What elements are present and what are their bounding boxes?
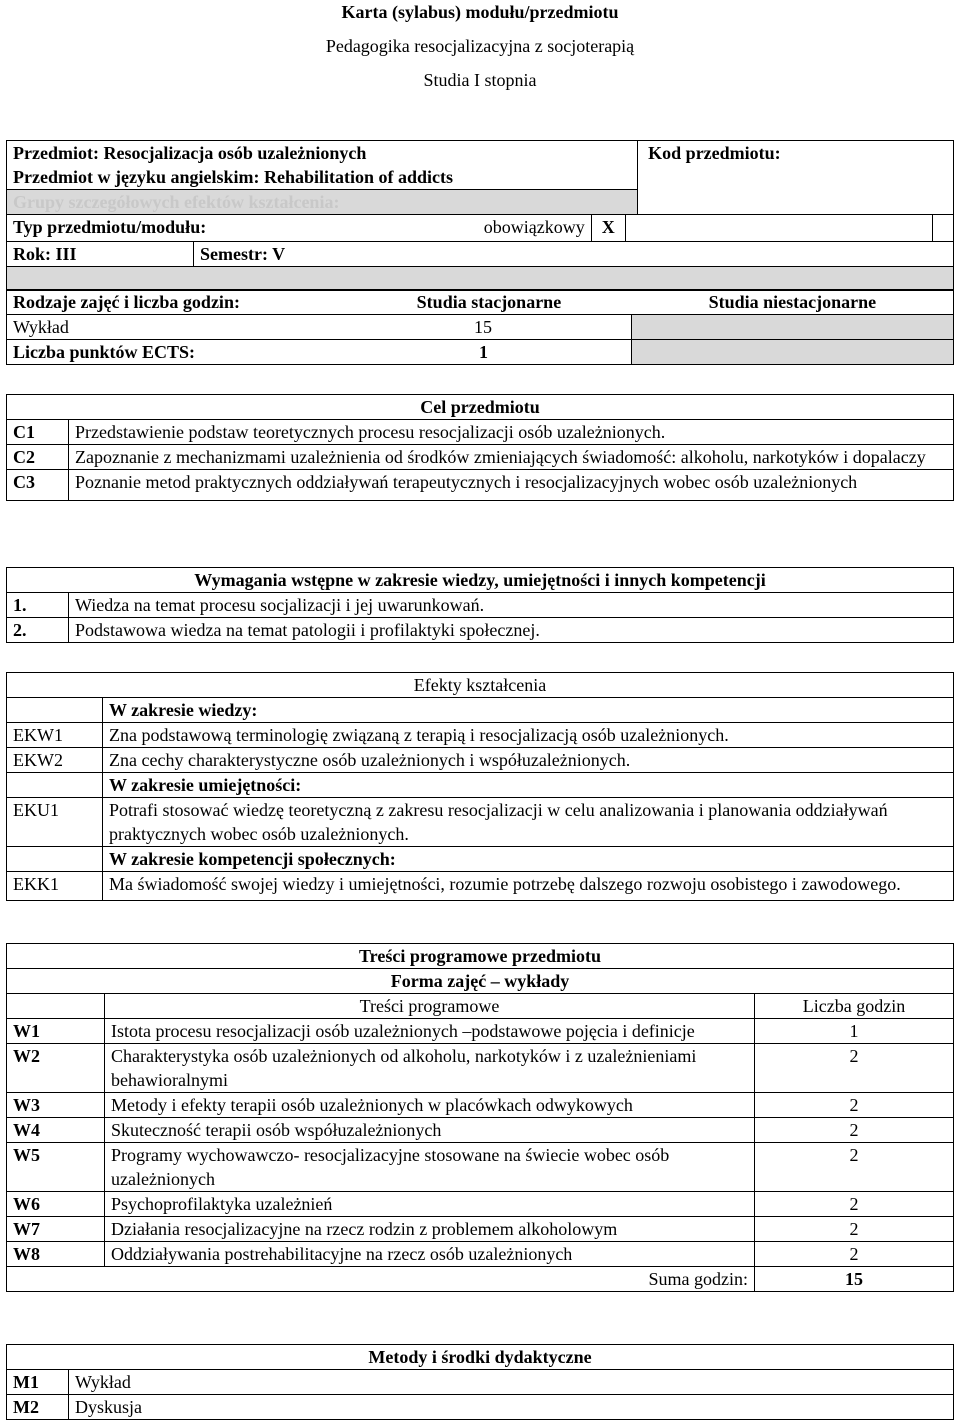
goals-title: Cel przedmiotu	[7, 395, 954, 420]
goal-code: C1	[7, 420, 69, 445]
content-hours: 2	[755, 1093, 954, 1118]
goal-code: C3	[7, 470, 69, 501]
outcome-code: EKU1	[7, 798, 103, 847]
content-text: Psychoprofilaktyka uzależnień	[105, 1192, 755, 1217]
goal-code: C2	[7, 445, 69, 470]
col-part-time: Studia niestacjonarne	[632, 290, 954, 315]
outcomes-table	[6, 672, 954, 901]
content-row	[7, 1093, 954, 1118]
content-text: Programy wychowawczo- resocjalizacyjne stosowane na świecie wobec osób uzależnionych	[105, 1143, 755, 1192]
requirement-code: 1.	[7, 593, 69, 618]
method-code: M2	[7, 1395, 69, 1420]
content-text: Istota procesu resocjalizacji osób uzależnionych –podstawowe pojęcia i definicje	[105, 1019, 755, 1044]
year-label: Rok: III	[7, 242, 194, 267]
outcome-code: EKK1	[7, 872, 103, 901]
content-hours: 2	[755, 1044, 954, 1093]
content-code: W6	[7, 1192, 105, 1217]
lecture-hours: 15	[346, 315, 632, 340]
hours-table	[6, 289, 954, 365]
hours-header: Rodzaje zajęć i liczba godzin:	[7, 290, 347, 315]
method-text: Dyskusja	[69, 1395, 954, 1420]
outcome-code: EKW1	[7, 723, 103, 748]
outcome-text: Potrafi stosować wiedzę teoretyczną z zakresu resocjalizacji w celu analizowania i planowania oddziaływań praktycznych wobec osób uzależnionych.	[103, 798, 954, 847]
content-text: Charakterystyka osób uzależnionych od alkoholu, narkotyków i z uzależnieniami behawioralnymi	[105, 1044, 755, 1093]
study-level: Studia I stopnia	[423, 70, 537, 90]
subject-english-name: Przedmiot w języku angielskim: Rehabilitation of addicts	[7, 165, 638, 190]
outcome-code: EKW2	[7, 748, 103, 773]
content-row	[7, 1242, 954, 1267]
sum-value: 15	[755, 1267, 954, 1292]
content-code: W8	[7, 1242, 105, 1267]
content-code: W2	[7, 1044, 105, 1093]
requirement-text: Podstawowa wiedza na temat patologii i profilaktyki społecznej.	[69, 618, 954, 643]
goal-text: Przedstawienie podstaw teoretycznych procesu resocjalizacji osób uzależnionych.	[69, 420, 954, 445]
outcome-text: Zna podstawową terminologię związaną z terapią i resocjalizacją osób uzależnionych.	[103, 723, 954, 748]
outcome-text: Ma świadomość swojej wiedzy i umiejętności, rozumie potrzebę dalszego rozwoju osobistego i zawodowego.	[103, 872, 954, 901]
competences-heading: W zakresie kompetencji społecznych:	[103, 847, 954, 872]
subject-type-mark: X	[591, 215, 625, 242]
separator-row	[7, 267, 954, 291]
subject-info-table	[6, 140, 954, 291]
col-content-header: Treści programowe	[105, 994, 755, 1019]
method-code: M1	[7, 1370, 69, 1395]
content-text: Działania resocjalizacyjne na rzecz rodzin z problemem alkoholowym	[105, 1217, 755, 1242]
content-text: Skuteczność terapii osób współuzależnionych	[105, 1118, 755, 1143]
skills-heading: W zakresie umiejętności:	[103, 773, 954, 798]
content-row	[7, 1143, 954, 1192]
content-code: W4	[7, 1118, 105, 1143]
ects-label: Liczba punktów ECTS:	[7, 340, 347, 365]
goals-table	[6, 394, 954, 501]
content-hours: 2	[755, 1217, 954, 1242]
content-table	[6, 943, 954, 1292]
content-hours: 1	[755, 1019, 954, 1044]
requirements-table	[6, 567, 954, 643]
content-row	[7, 1118, 954, 1143]
field-of-study: Pedagogika resocjalizacyjna z socjoterapią	[325, 36, 635, 56]
requirement-text: Wiedza na temat procesu socjalizacji i jej uwarunkowań.	[69, 593, 954, 618]
content-text: Metody i efekty terapii osób uzależnionych w placówkach odwykowych	[105, 1093, 755, 1118]
col-stationary: Studia stacjonarne	[346, 290, 632, 315]
content-code: W3	[7, 1093, 105, 1118]
ects-value: 1	[346, 340, 632, 365]
content-row	[7, 1019, 954, 1044]
content-code: W5	[7, 1143, 105, 1192]
content-form: Forma zajęć – wykłady	[7, 969, 954, 994]
content-hours: 2	[755, 1192, 954, 1217]
content-row	[7, 1192, 954, 1217]
content-hours: 2	[755, 1242, 954, 1267]
methods-title: Metody i środki dydaktyczne	[7, 1345, 954, 1370]
requirements-title: Wymagania wstępne w zakresie wiedzy, umiejętności i innych kompetencji	[7, 568, 954, 593]
content-hours: 2	[755, 1118, 954, 1143]
knowledge-heading: W zakresie wiedzy:	[103, 698, 954, 723]
document-title: Karta (sylabus) modułu/przedmiotu	[341, 2, 619, 22]
effect-groups-label: Grupy szczegółowych efektów kształcenia:	[7, 190, 638, 215]
subject-type-label: Typ przedmiotu/modułu:	[7, 215, 452, 242]
content-row	[7, 1044, 954, 1093]
subject-name: Przedmiot: Resocjalizacja osób uzależnionych	[7, 141, 626, 166]
subject-code-label: Kod przedmiotu:	[638, 141, 954, 215]
content-hours: 2	[755, 1143, 954, 1192]
goal-text: Zapoznanie z mechanizmami uzależnienia od środków zmieniających świadomość: alkoholu, narkotyków i dopalaczy	[69, 445, 954, 470]
content-code: W7	[7, 1217, 105, 1242]
method-text: Wykład	[69, 1370, 954, 1395]
content-row	[7, 1217, 954, 1242]
col-hours-header: Liczba godzin	[755, 994, 954, 1019]
content-code: W1	[7, 1019, 105, 1044]
requirement-code: 2.	[7, 618, 69, 643]
goal-text: Poznanie metod praktycznych oddziaływań terapeutycznych i resocjalizacyjnych wobec osób uzależnionych	[69, 470, 954, 501]
content-title: Treści programowe przedmiotu	[7, 944, 954, 969]
subject-type-value: obowiązkowy	[452, 215, 592, 242]
semester-label: Semestr: V	[193, 242, 625, 267]
methods-table	[6, 1344, 954, 1420]
outcomes-title: Efekty kształcenia	[7, 673, 954, 698]
content-text: Oddziaływania postrehabilitacyjne na rzecz osób uzależnionych	[105, 1242, 755, 1267]
lecture-label: Wykład	[7, 315, 347, 340]
outcome-text: Zna cechy charakterystyczne osób uzależnionych i współuzależnionych.	[103, 748, 954, 773]
sum-label: Suma godzin:	[105, 1267, 755, 1292]
